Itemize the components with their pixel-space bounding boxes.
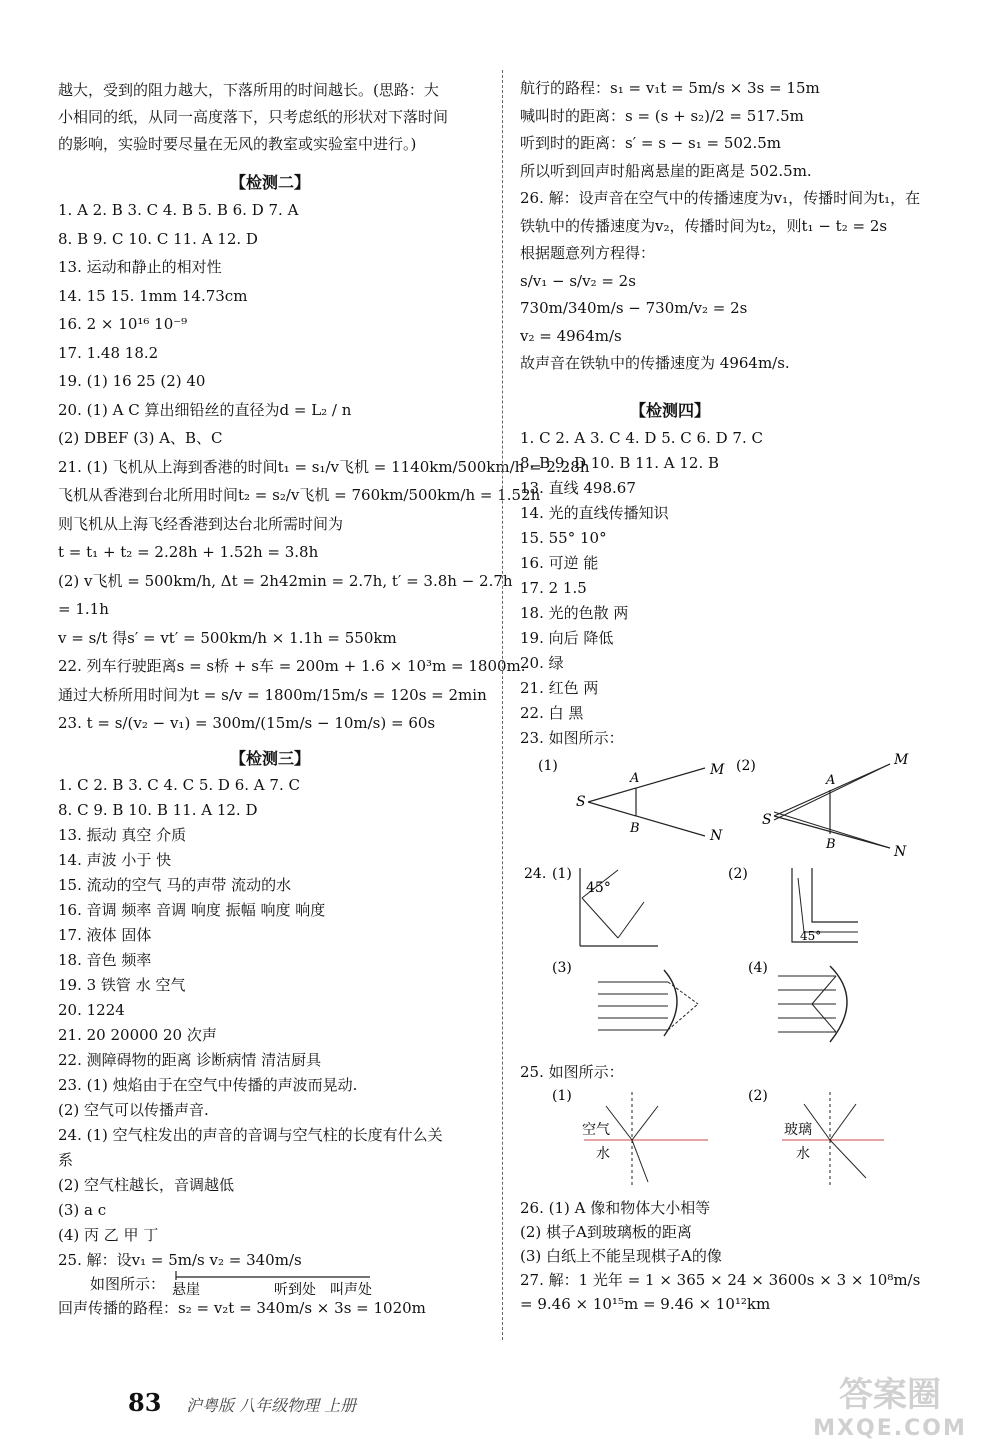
answer-line: 14. 声波 小于 快: [58, 851, 172, 869]
answer-line: 通过大桥所用时间为t = s/v = 1800m/15m/s = 120s = 2min: [58, 685, 487, 704]
svg-text:(1): (1): [552, 866, 572, 882]
answer-line: 19. 3 铁管 水 空气: [58, 976, 186, 994]
answer-line: 23. t = s/(v₂ − v₁) = 300m/(15m/s − 10m/s) = 60s: [58, 714, 436, 732]
answer-line: 13. 直线 498.67: [520, 479, 636, 497]
answer-line: 航行的路程：s₁ = v₁t = 5m/s × 3s = 15m: [520, 79, 820, 97]
q25-figure-prefix: 如图所示：: [90, 1275, 166, 1293]
answer-line: 21. (1) 飞机从上海到香港的时间t₁ = s₁/v飞机 = 1140km/500km/h = 2.28h: [58, 457, 590, 476]
answer-line: 27. 解：1 光年 = 1 × 365 × 24 × 3600s × 3 × 10⁸m/s: [520, 1271, 921, 1289]
answer-line: 喊叫时的距离：s = (s + s₂)/2 = 517.5m: [520, 106, 804, 125]
answer-line: (2) 空气柱越长，音调越低: [58, 1176, 235, 1194]
svg-text:水: 水: [796, 1146, 810, 1162]
answer-line: t = t₁ + t₂ = 2.28h + 1.52h = 3.8h: [58, 543, 319, 561]
answer-line: = 9.46 × 10¹⁵m = 9.46 × 10¹²km: [520, 1295, 771, 1313]
answer-line: (2) 空气可以传播声音.: [58, 1101, 209, 1119]
svg-text:24.: 24.: [524, 866, 547, 882]
answer-line: 20. 1224: [58, 1001, 125, 1019]
answer-line: 24. (1) 空气柱发出的声音的音调与空气柱的长度有什么关: [58, 1126, 443, 1144]
q25-head: 25. 如图所示：: [520, 1063, 624, 1081]
answer-line: 23. 如图所示：: [520, 729, 624, 747]
answer-line: (2) DBEF (3) A、B、C: [58, 429, 223, 447]
answer-line: 16. 2 × 10¹⁶ 10⁻⁹: [58, 315, 188, 333]
book-title: 沪粤版 八年级物理 上册: [186, 1396, 357, 1415]
answer-line: (2) v飞机 = 500km/h, Δt = 2h42min = 2.7h, t′ = 3.8h − 2.7h: [58, 571, 513, 590]
answer-line: 14. 15 15. 1mm 14.73cm: [58, 286, 248, 305]
svg-text:S: S: [762, 812, 772, 828]
answer-line: 8. B 9. C 10. C 11. A 12. D: [58, 229, 258, 248]
svg-text:45°: 45°: [586, 880, 611, 896]
figure-23-reflection: [530, 748, 930, 858]
figure-25-refraction: [548, 1082, 908, 1192]
svg-text:(1): (1): [552, 1088, 572, 1104]
watermark-logo: 答案圈 MXQE.COM: [813, 1375, 967, 1441]
answer-line: 25. 解：设v₁ = 5m/s v₂ = 340m/s: [58, 1251, 302, 1269]
answer-line: 20. (1) A C 算出细铅丝的直径为d = L₂ / n: [58, 400, 352, 419]
answer-line: 19. (1) 16 25 (2) 40: [58, 372, 206, 390]
svg-text:S: S: [576, 794, 586, 810]
svg-text:M: M: [710, 762, 725, 778]
answer-line: 16. 可逆 能: [520, 554, 599, 572]
answer-line: 13. 振动 真空 介质: [58, 826, 187, 844]
answer-line: 听到时的距离：s′ = s − s₁ = 502.5m: [520, 134, 781, 152]
svg-text:(4): (4): [748, 960, 768, 976]
answer-line: 17. 液体 固体: [58, 926, 152, 944]
hear-point-label: 听到处: [274, 1282, 316, 1298]
svg-text:(3): (3): [552, 960, 572, 976]
figure-24-reflection-refraction: [518, 858, 918, 1048]
answer-line: 21. 20 20000 20 次声: [58, 1026, 217, 1044]
answer-line: 26. 解：设声音在空气中的传播速度为v₁，传播时间为t₁，在: [520, 189, 921, 207]
answer-line: 8. C 9. B 10. B 11. A 12. D: [58, 801, 258, 819]
answer-line: 18. 光的色散 两: [520, 604, 629, 622]
q25-line-diagram: [170, 1268, 390, 1298]
answer-line: 20. 绿: [520, 654, 564, 672]
page-number: 83: [128, 1388, 162, 1417]
answer-line: = 1.1h: [58, 600, 109, 618]
answer-line: 系: [58, 1151, 74, 1169]
answer-line: 17. 2 1.5: [520, 579, 587, 597]
answer-line: 1. C 2. A 3. C 4. D 5. C 6. D 7. C: [520, 429, 763, 447]
answer-line: 小相同的纸，从同一高度落下，只考虑纸的形状对下落时间: [58, 108, 449, 126]
answer-line: 根据题意列方程得：: [520, 244, 656, 262]
section-title-3: 【检测三】: [229, 749, 310, 768]
answer-line: (4) 丙 乙 甲 丁: [58, 1226, 159, 1244]
svg-text:A: A: [826, 773, 836, 788]
answer-line: 飞机从香港到台北所用时间t₂ = s₂/v飞机 = 760km/500km/h = 1.52h: [58, 486, 541, 504]
answer-line: 所以听到回声时船离悬崖的距离是 502.5m.: [520, 161, 812, 180]
svg-text:N: N: [710, 828, 723, 844]
svg-text:N: N: [894, 844, 907, 858]
answer-line: 16. 音调 频率 音调 响度 振幅 响度 响度: [58, 901, 326, 919]
answer-line: v = s/t 得s′ = vt′ = 500km/h × 1.1h = 550km: [58, 628, 397, 647]
svg-text:B: B: [826, 837, 836, 852]
svg-text:(2): (2): [748, 1088, 768, 1104]
svg-text:玻璃: 玻璃: [784, 1122, 812, 1138]
svg-text:M: M: [894, 752, 909, 768]
column-divider: [502, 70, 503, 1340]
answer-line: 越大，受到的阻力越大，下落所用的时间越长。(思路：大: [58, 81, 439, 99]
answer-line: 15. 流动的空气 马的声带 流动的水: [58, 876, 292, 894]
shout-point-label: 叫声处: [330, 1282, 372, 1298]
answer-line: 的影响，实验时要尽量在无风的教室或实验室中进行。): [58, 135, 417, 153]
answer-line: 14. 光的直线传播知识: [520, 504, 669, 522]
answer-line: 26. (1) A 像和物体大小相等: [520, 1199, 711, 1217]
answer-line: 22. 白 黑: [520, 704, 584, 722]
svg-text:空气: 空气: [582, 1122, 610, 1138]
answer-line: 8. B 9. D 10. B 11. A 12. B: [520, 454, 720, 472]
answer-line: 19. 向后 降低: [520, 629, 614, 647]
cliff-label: 悬崖: [172, 1282, 200, 1298]
answer-line: 18. 音色 频率: [58, 951, 152, 969]
svg-text:45°: 45°: [800, 929, 822, 943]
answer-line: 铁轨中的传播速度为v₂，传播时间为t₂，则t₁ − t₂ = 2s: [520, 216, 888, 235]
answer-line: s/v₁ − s/v₂ = 2s: [520, 271, 636, 290]
answer-line: 17. 1.48 18.2: [58, 343, 159, 362]
answer-line: (2) 棋子A到玻璃板的距离: [520, 1223, 692, 1241]
answer-line: v₂ = 4964m/s: [520, 326, 622, 345]
section-title-2: 【检测二】: [229, 173, 310, 192]
answer-line: 1. A 2. B 3. C 4. B 5. B 6. D 7. A: [58, 201, 299, 219]
answer-line: 则飞机从上海飞经香港到达台北所需时间为: [58, 514, 344, 533]
answer-line: 22. 列车行驶距离s = s桥 + s车 = 200m + 1.6 × 10³m = 1800m.: [58, 657, 526, 675]
svg-text:水: 水: [596, 1146, 610, 1162]
answer-line: 1. C 2. B 3. C 4. C 5. D 6. A 7. C: [58, 776, 300, 794]
answer-line: 15. 55° 10°: [520, 529, 607, 547]
answer-line: (3) 白纸上不能呈现棋子A的像: [520, 1247, 722, 1265]
answer-line: 730m/340m/s − 730m/v₂ = 2s: [520, 299, 748, 317]
answer-line: (3) a c: [58, 1201, 107, 1219]
svg-text:(2): (2): [736, 758, 756, 774]
answer-line: 21. 红色 两: [520, 679, 599, 697]
answer-line: 23. (1) 烛焰由于在空气中传播的声波而晃动.: [58, 1076, 358, 1094]
svg-text:B: B: [630, 821, 640, 836]
svg-text:(1): (1): [538, 758, 558, 774]
answer-line: 13. 运动和静止的相对性: [58, 258, 222, 276]
q25-echo-distance: 回声传播的路程：s₂ = v₂t = 340m/s × 3s = 1020m: [58, 1299, 426, 1317]
svg-text:(2): (2): [728, 866, 748, 882]
section-title-4: 【检测四】: [629, 401, 710, 420]
answer-line: 故声音在铁轨中的传播速度为 4964m/s.: [520, 354, 790, 372]
svg-text:A: A: [630, 771, 640, 786]
answer-line: 22. 测障碍物的距离 诊断病情 清洁厨具: [58, 1051, 322, 1069]
